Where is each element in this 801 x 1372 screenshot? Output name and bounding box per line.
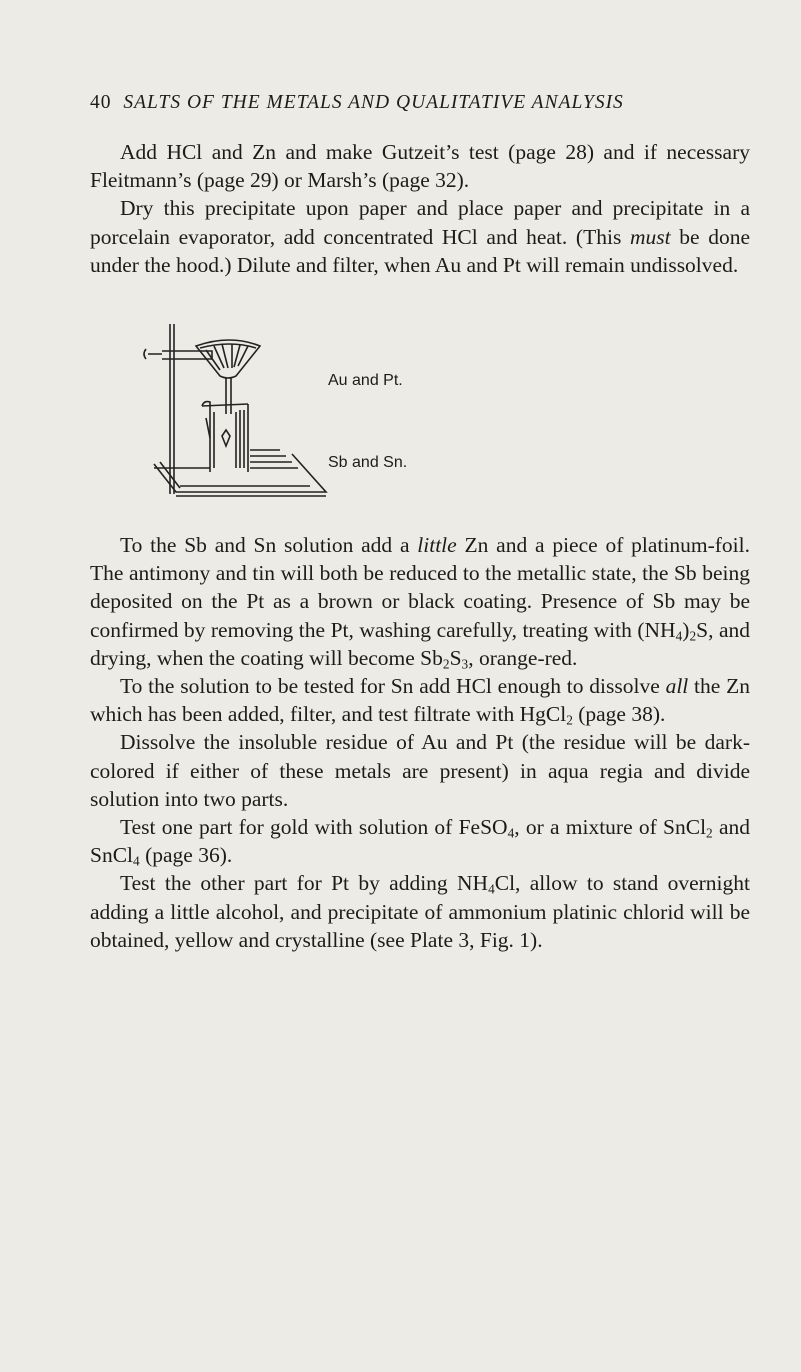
paragraph-4: To the solution to be tested for Sn add HCl enough to dissolve all the Zn which has been added, filter, and test filtrate with HgCl$_2$ (page 38). xyxy=(90,674,751,728)
label-sb-and-sn: Sb and Sn. xyxy=(328,454,408,471)
paragraph-6: Test one part for gold with solution of FeSO$_4$, or a mixture of SnCl$_2$ and SnCl$_4$ (page 36). xyxy=(90,815,750,869)
paragraph-7: Test the other part for Pt by adding $NH_4Cl$, allow to stand overnight adding a little alcohol, and precipitate of ammonium platinic chlorid will be obtained, yellow and crystalline (see Plate 3, Fig. 1). xyxy=(90,871,750,952)
paragraph-5: Dissolve the insoluble residue of Au and Pt (the residue will be dark-colored if either of these metals are present) in aqua regia and divide solution into two parts. xyxy=(90,730,750,811)
paragraph-2: Dry this precipitate upon paper and place paper and precipitate in a porcelain evaporator, add concentrated HCl and heat. (This must be done under the hood.) Dilute and filter, when Au and Pt will remain undissolved. xyxy=(90,196,751,277)
text-block-bottom xyxy=(90,531,750,954)
label-au-and-pt: Au and Pt. xyxy=(328,372,403,389)
paragraph-1: Add HCl and Zn and make Gutzeit’s test (page 28) and if necessary Fleitmann’s (page 29) or Marsh’s (page 32). xyxy=(90,140,750,193)
page-number: 40 xyxy=(90,92,112,113)
running-header xyxy=(90,92,730,114)
text-block-top xyxy=(90,138,750,279)
paragraph-3: To the Sb and Sn solution add a little Zn and a piece of platinum-foil. The antimony and tin will both be reduced to the metallic state, the Sb being deposited on the Pt as a brown or black coating. Presence of Sb may be confirmed by removing the Pt, washing carefully, treating with $(NH_4)_2S$, and drying, when the coating will become $Sb_2S_3$, orange-red. xyxy=(90,533,750,672)
running-title: SALTS OF THE METALS AND QUALITATIVE ANALYSIS xyxy=(123,92,624,113)
filter-apparatus-illustration xyxy=(140,318,470,510)
filtration-figure xyxy=(140,318,470,510)
